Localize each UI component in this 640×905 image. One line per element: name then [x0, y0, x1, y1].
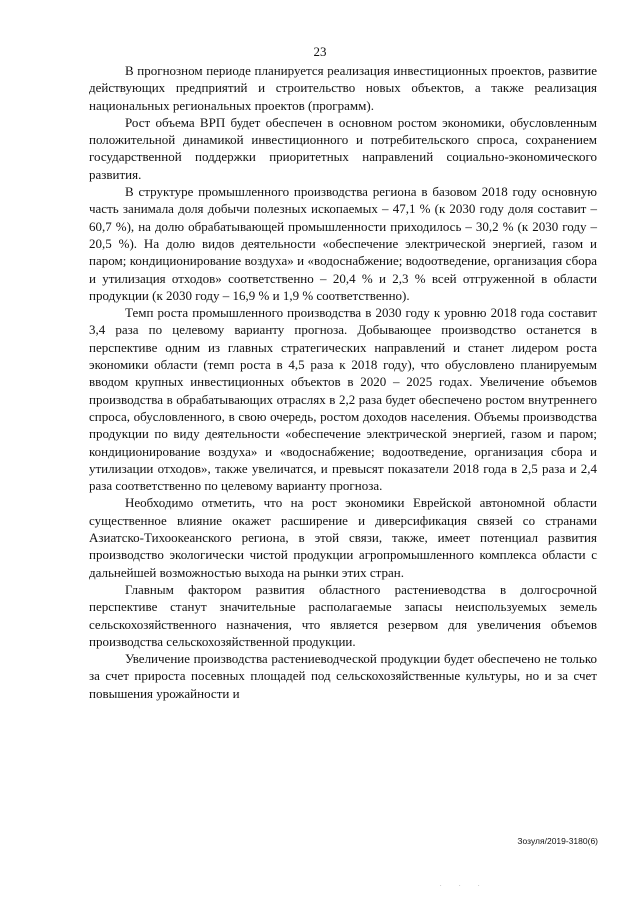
- paragraph-3: В структуре промышленного производства региона в базовом 2018 году основную часть занимала доля добычи полезных ископаемых – 47,1 % (к 2030 году доля составит – 60,7 %), на долю обрабатывающей промышленности приходилось – 30,2 % (к 2030 году – 20,5 %). На долю видов деятельности «обеспечение электрической энергией, газом и паром; кондиционирование воздуха» и «водоснабжение; водоотведение, организация сбора и утилизация отходов» соответственно – 20,4 % и 2,3 % всей отгруженной в области продукции (к 2030 году – 16,9 % и 1,9 % соответственно).: [89, 184, 597, 303]
- paragraph-1: В прогнозном периоде планируется реализация инвестиционных проектов, развитие действующих предприятий и строительство новых объектов, а также реализация национальных региональных проектов (программ).: [89, 63, 597, 113]
- paragraph-4: Темп роста промышленного производства в 2030 году к уровню 2018 года составит 3,4 раза по целевому варианту прогноза. Добывающее производство останется в перспективе одним из главных стратегических направлений и станет лидером роста экономики области (темп роста в 4,5 раза к 2018 году), что обусловлено планируемым вводом крупных инвестиционных объектов в 2020 – 2025 годах. Увеличение объемов производства в обрабатывающих отраслях в 2,2 раза будет обеспечено ростом внутреннего спроса, обусловленного, в свою очередь, ростом доходов населения. Объемы производства продукции по виду деятельности «обеспечение электрической энергией, газом и паром; кондиционирование воздуха» и «водоснабжение; водоотведение, организация сбора и утилизации отходов», также увеличатся, и превысят показатели 2018 года в 2,5 раза и 2,4 раза соответственно по целевому варианту прогноза.: [89, 305, 597, 494]
- paragraph-7: Увеличение производства растениеводческой продукции будет обеспечено не только за счет прироста посевных площадей под сельскохозяйственные культуры, но и за счет повышения урожайности и: [89, 651, 597, 701]
- paragraph-6: Главным фактором развития областного растениеводства в долгосрочной перспективе станут значительные располагаемые запасы неиспользуемых земель сельскохозяйственного назначения, что является резервом для увеличения объемов производства сельскохозяйственной продукции.: [89, 581, 597, 649]
- paragraph-2: Рост объема ВРП будет обеспечен в основном ростом экономики, обусловленным положительной динамикой инвестиционного и потребительского спроса, сохранением государственной поддержки приоритетных направлений социально-экономического развития.: [89, 114, 597, 182]
- scan-specks: . . .: [440, 882, 488, 888]
- page-number: 23: [313, 44, 327, 59]
- paragraph-5: Необходимо отметить, что на рост экономики Еврейской автономной области существенное влияние окажет расширение и диверсификация связей со странами Азиатско-Тихоокеанского региона, в этой связи, также, имеет потенциал развития производство экологически чистой продукции агропромышленного комплекса области с дальнейшей возможностью выхода на рынки этих стран.: [89, 495, 597, 580]
- document-code: Зозуля/2019-3180(6): [517, 836, 598, 846]
- body-text: [89, 62, 597, 702]
